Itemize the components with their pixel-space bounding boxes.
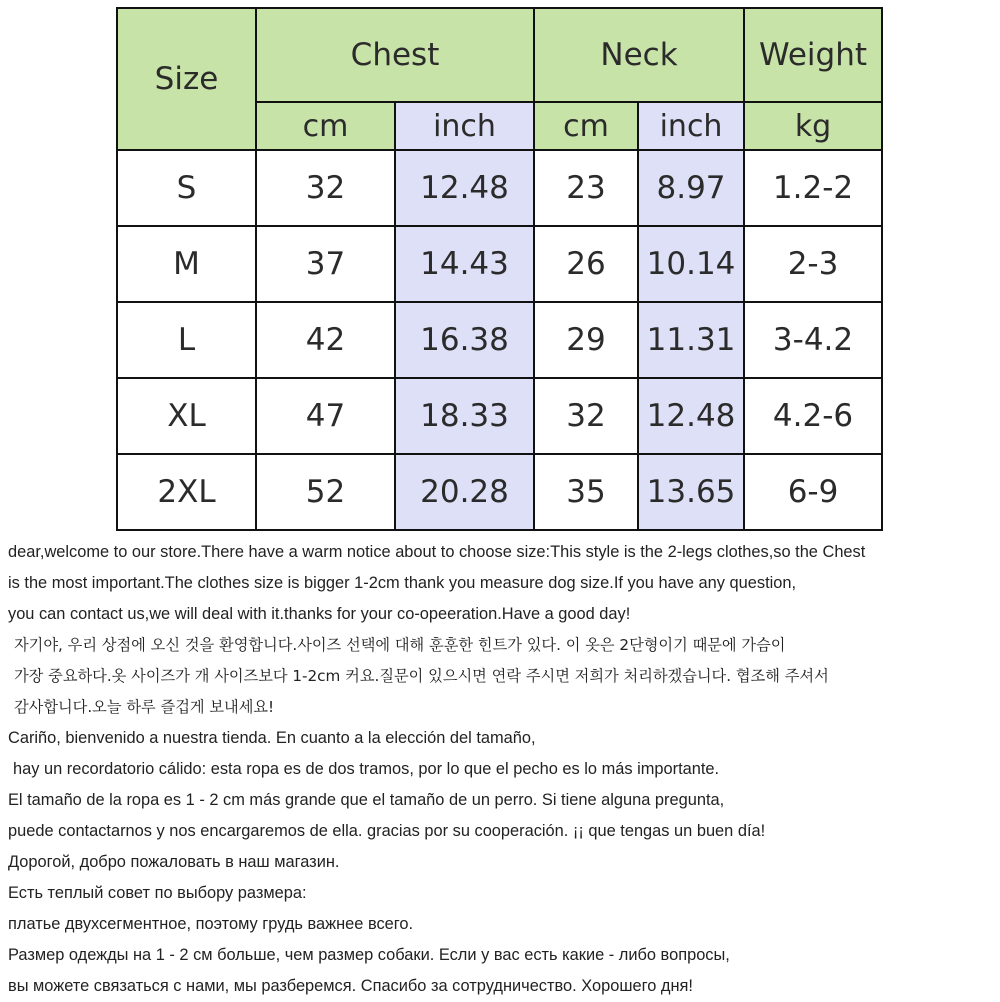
header-size: Size <box>117 8 256 150</box>
notice-line-ko: 감사합니다.오늘 하루 즐겁게 보내세요! <box>14 698 275 716</box>
cell-neck-cm: 32 <box>534 378 638 454</box>
cell-weight: 4.2-6 <box>744 378 882 454</box>
cell-neck-cm: 26 <box>534 226 638 302</box>
cell-neck-inch: 11.31 <box>638 302 744 378</box>
header-neck-inch: inch <box>638 102 744 150</box>
header-chest-inch: inch <box>395 102 534 150</box>
cell-chest-cm: 37 <box>256 226 395 302</box>
cell-weight: 1.2-2 <box>744 150 882 226</box>
table-row <box>117 150 882 226</box>
cell-weight: 3-4.2 <box>744 302 882 378</box>
cell-size: S <box>117 150 256 226</box>
cell-chest-cm: 32 <box>256 150 395 226</box>
notice-line-es: Cariño, bienvenido a nuestra tienda. En cuanto a la elección del tamaño, <box>8 729 536 747</box>
header-chest: Chest <box>256 8 534 102</box>
cell-size: XL <box>117 378 256 454</box>
table-row <box>117 454 882 530</box>
cell-neck-cm: 23 <box>534 150 638 226</box>
header-neck: Neck <box>534 8 744 102</box>
cell-chest-inch: 14.43 <box>395 226 534 302</box>
cell-neck-inch: 13.65 <box>638 454 744 530</box>
cell-chest-inch: 18.33 <box>395 378 534 454</box>
cell-size: 2XL <box>117 454 256 530</box>
header-neck-cm: cm <box>534 102 638 150</box>
notice-line-ko: 가장 중요하다.옷 사이즈가 개 사이즈보다 1-2cm 커요.질문이 있으시면 연락 주시면 저희가 처리하겠습니다. 협조해 주셔서 <box>14 667 829 685</box>
notice-line-ru: вы можете связаться с нами, мы разберемся. Спасибо за сотрудничество. Хорошего дня! <box>8 977 693 995</box>
cell-neck-inch: 10.14 <box>638 226 744 302</box>
notice-line-es: hay un recordatorio cálido: esta ropa es de dos tramos, por lo que el pecho es lo más importante. <box>13 760 720 778</box>
notice-line-en: dear,welcome to our store.There have a warm notice about to choose size:This style is the 2-legs clothes,so the Chest <box>8 543 866 561</box>
cell-neck-inch: 12.48 <box>638 378 744 454</box>
cell-size: M <box>117 226 256 302</box>
cell-neck-inch: 8.97 <box>638 150 744 226</box>
notice-line-ru: Дорогой, добро пожаловать в наш магазин. <box>8 853 340 871</box>
header-chest-cm: cm <box>256 102 395 150</box>
notice-line-ru: Есть теплый совет по выбору размера: <box>8 884 307 902</box>
cell-weight: 6-9 <box>744 454 882 530</box>
cell-chest-cm: 42 <box>256 302 395 378</box>
cell-chest-inch: 16.38 <box>395 302 534 378</box>
notice-line-en: is the most important.The clothes size is bigger 1-2cm thank you measure dog size.If you have any question, <box>8 574 797 592</box>
table-row <box>117 226 882 302</box>
notice-line-en: you can contact us,we will deal with it.thanks for your co-opeeration.Have a good day! <box>8 605 631 623</box>
notice-line-ko: 자기야, 우리 상점에 오신 것을 환영합니다.사이즈 선택에 대해 훈훈한 힌트가 있다. 이 옷은 2단형이기 때문에 가슴이 <box>14 636 786 654</box>
header-weight: Weight <box>744 8 882 102</box>
cell-weight: 2-3 <box>744 226 882 302</box>
notice-line-es: El tamaño de la ropa es 1 - 2 cm más grande que el tamaño de un perro. Si tiene alguna pregunta, <box>8 791 725 809</box>
table-row <box>117 378 882 454</box>
notice-line-es: puede contactarnos y nos encargaremos de ella. gracias por su cooperación. ¡¡ que tengas un buen día! <box>8 822 766 840</box>
notice-line-ru: Размер одежды на 1 - 2 см больше, чем размер собаки. Если у вас есть какие - либо вопросы, <box>8 946 730 964</box>
cell-chest-inch: 12.48 <box>395 150 534 226</box>
cell-chest-cm: 47 <box>256 378 395 454</box>
cell-neck-cm: 35 <box>534 454 638 530</box>
cell-size: L <box>117 302 256 378</box>
notice-line-ru: платье двухсегментное, поэтому грудь важнее всего. <box>8 915 414 933</box>
size-notice <box>8 537 998 1002</box>
size-chart-table <box>116 7 883 531</box>
cell-chest-cm: 52 <box>256 454 395 530</box>
cell-neck-cm: 29 <box>534 302 638 378</box>
table-row <box>117 302 882 378</box>
cell-chest-inch: 20.28 <box>395 454 534 530</box>
header-weight-kg: kg <box>744 102 882 150</box>
